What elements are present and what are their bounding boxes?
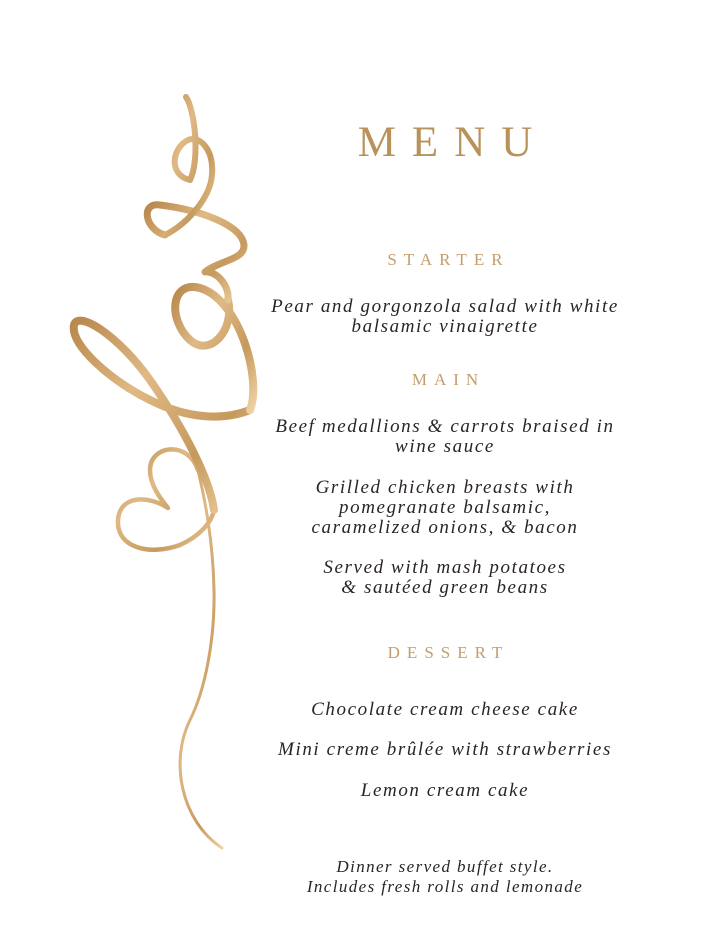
footer-line: Includes fresh rolls and lemonade bbox=[306, 877, 584, 896]
menu-item-line: wine sauce bbox=[395, 436, 495, 457]
menu-item bbox=[250, 478, 640, 538]
menu-item bbox=[250, 781, 640, 801]
menu-item-line: Chocolate cream cheese cake bbox=[311, 699, 579, 720]
menu-item-line: Mini creme brûlée with strawberries bbox=[278, 739, 612, 760]
menu-item-line: Beef medallions & carrots braised in bbox=[275, 416, 615, 437]
heading-dessert: DESSERT bbox=[387, 643, 510, 662]
love-letter-o-stroke bbox=[175, 287, 253, 410]
menu-item-line: Served with mash potatoes bbox=[323, 557, 567, 578]
menu-item-line: Grilled chicken breasts with bbox=[315, 477, 575, 498]
menu-item-line: caramelized onions, & bacon bbox=[311, 517, 579, 538]
heading-starter: STARTER bbox=[387, 250, 510, 269]
menu-item-line: Pear and gorgonzola salad with white bbox=[271, 296, 619, 317]
menu-item bbox=[250, 417, 640, 457]
love-tail-stroke bbox=[180, 470, 222, 848]
footer-note bbox=[250, 857, 640, 897]
menu-item-line: Lemon cream cake bbox=[360, 780, 530, 801]
heading-main: MAIN bbox=[411, 370, 486, 389]
menu-item bbox=[250, 740, 640, 760]
menu-title: MENU bbox=[357, 119, 549, 166]
love-letter-l-stroke bbox=[74, 321, 250, 510]
menu-item bbox=[250, 558, 640, 598]
menu-item-line: pomegranate balsamic, bbox=[339, 497, 551, 518]
menu-item bbox=[250, 297, 640, 337]
menu-item-line: & sautéed green beans bbox=[341, 577, 549, 598]
footer-line: Dinner served buffet style. bbox=[336, 857, 554, 876]
menu-item bbox=[250, 700, 640, 720]
menu-item-line: balsamic vinaigrette bbox=[351, 316, 539, 337]
